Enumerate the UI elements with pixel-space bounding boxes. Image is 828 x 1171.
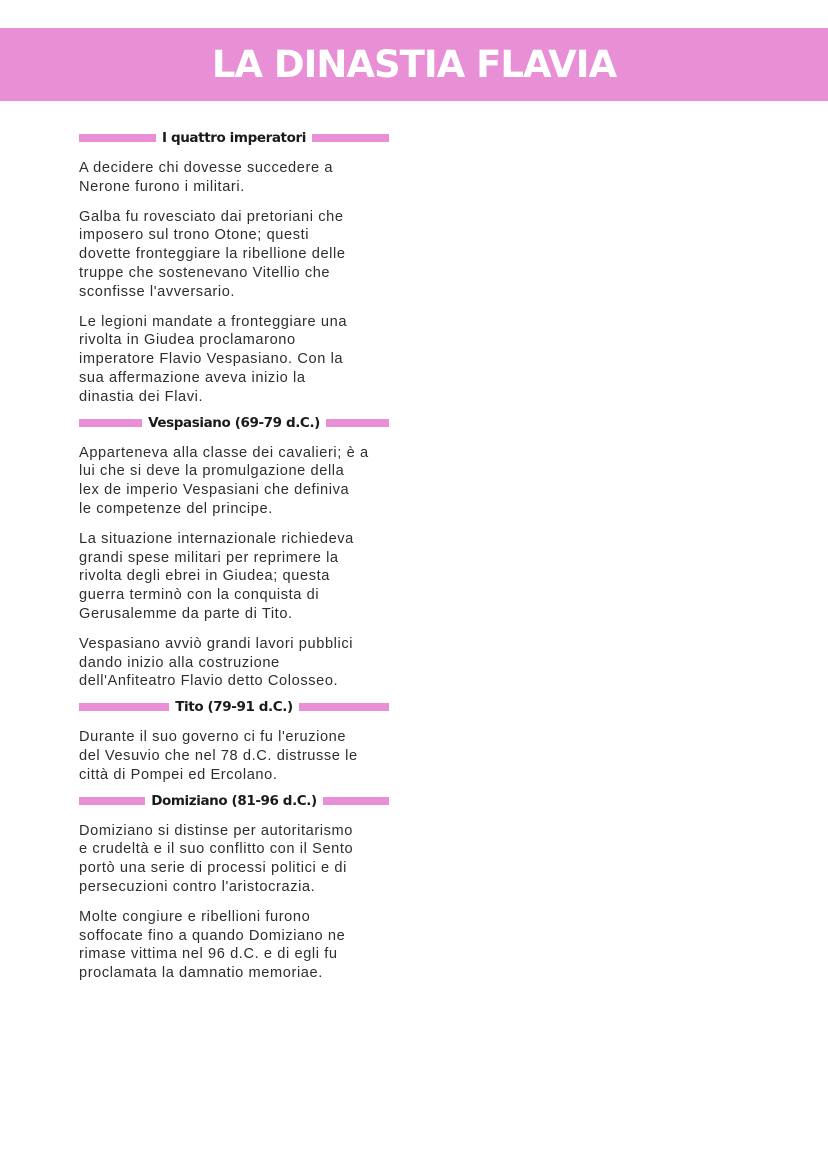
heading-bar-right xyxy=(326,419,389,427)
section-heading-vespasiano xyxy=(79,411,389,435)
paragraph: Molte congiure e ribellioni furono soffocate fino a quando Domiziano ne rimase vittima nel 96 d.C. e di egli fu proclamata la damnatio memoriae. xyxy=(79,908,346,982)
section-title: Domiziano (81-96 d.C.) xyxy=(151,792,317,809)
paragraph: Galba fu rovesciato dai pretoriani che imposero sul trono Otone; questi dovette fronteggiare la ribellione delle truppe che sostenevano Vitellio che sconfisse l'avversario. xyxy=(79,208,346,300)
section-title: Tito (79-91 d.C.) xyxy=(175,699,293,716)
paragraph: Domiziano si distinse per autoritarismo e crudeltà e il suo conflitto con il Sento portò una serie di processi politici e di persecuzioni contro l'aristocrazia. xyxy=(79,822,354,895)
paragraph: La situazione internazionale richiedeva grandi spese militari per reprimere la rivolta degli ebrei in Giudea; questa guerra terminò con la conquista di Gerusalemme da parte di Tito. xyxy=(79,530,354,622)
heading-bar-left xyxy=(79,703,169,711)
paragraph: A decidere chi dovesse succedere a Nerone furono i militari. xyxy=(79,160,334,195)
section-title: I quattro imperatori xyxy=(162,130,306,146)
paragraph: Le legioni mandate a fronteggiare una rivolta in Giudea proclamarono imperatore Flavio Vespasiano. Con la sua affermazione aveva inizio la dinastia dei Flavi. xyxy=(79,313,348,405)
paragraph: Vespasiano avviò grandi lavori pubblici dando inizio alla costruzione dell'Anfiteatro Flavio detto Colosseo. xyxy=(79,635,354,690)
title-banner xyxy=(0,28,828,101)
heading-bar-right xyxy=(312,134,389,142)
page-title: LA DINASTIA FLAVIA xyxy=(211,43,617,86)
document-body xyxy=(79,126,391,983)
paragraph: Apparteneva alla classe dei cavalieri; è a lui che si deve la promulgazione della lex de imperio Vespasiani che definiva le competenze del principe. xyxy=(79,444,369,517)
section-heading-quattro-imperatori xyxy=(79,126,389,150)
heading-bar-left xyxy=(79,419,142,427)
heading-bar-right xyxy=(323,797,389,805)
section-heading-tito xyxy=(79,695,389,719)
heading-bar-left xyxy=(79,797,145,805)
section-heading-domiziano xyxy=(79,789,389,813)
heading-bar-left xyxy=(79,134,156,142)
section-title: Vespasiano (69-79 d.C.) xyxy=(148,414,320,431)
heading-bar-right xyxy=(299,703,389,711)
paragraph: Durante il suo governo ci fu l'eruzione del Vesuvio che nel 78 d.C. distrusse le città di Pompei ed Ercolano. xyxy=(79,729,358,783)
